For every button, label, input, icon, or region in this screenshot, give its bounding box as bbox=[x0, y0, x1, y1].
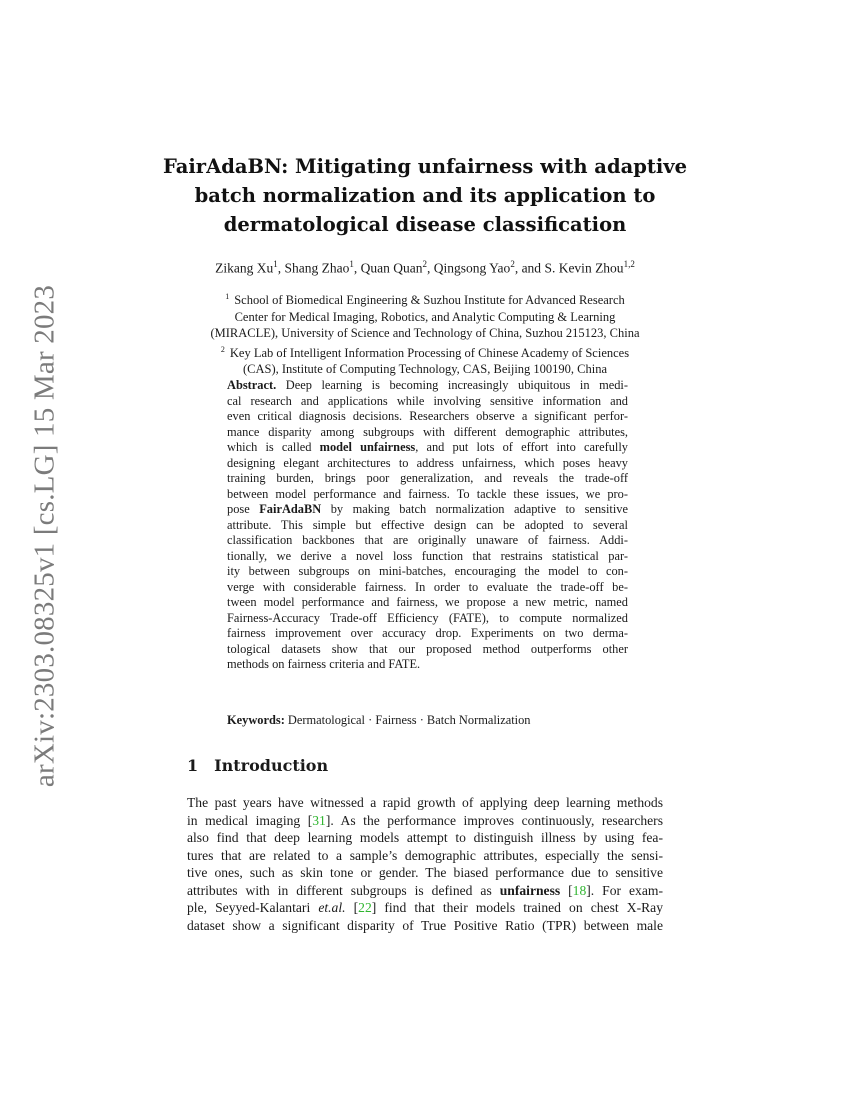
affiliation-line bbox=[150, 325, 700, 342]
abstract-line bbox=[227, 533, 628, 549]
paragraph-line bbox=[187, 882, 663, 900]
abstract-line bbox=[227, 502, 628, 518]
abstract-line bbox=[227, 378, 628, 394]
author-list: Zikang Xu$^1$, Shang Zhao$^1$, Quan Quan$^2$, Qingsong Yao$^2$, and S. Kevin Zhou$^{1,2}$ bbox=[215, 259, 635, 276]
abstract-line bbox=[227, 471, 628, 487]
abstract-line bbox=[227, 518, 628, 534]
text-run: tological datasets show that our proposed method outperforms other bbox=[227, 641, 628, 656]
abstract-line bbox=[227, 549, 628, 565]
text-run: classification backbones that are originally unaware of fairness. Addi- bbox=[227, 533, 628, 547]
text-run: ity between subgroups on mini-batches, encouraging the model to con- bbox=[227, 564, 628, 578]
section-number: 1 bbox=[187, 756, 199, 775]
text-run: fairness improvement over accuracy drop. Experiments on two derma- bbox=[227, 626, 628, 640]
abstract-line bbox=[227, 657, 628, 673]
citation-link[interactable]: 31 bbox=[312, 812, 326, 828]
author-affiliation-mark: 2 bbox=[422, 259, 428, 269]
text-run: tionally, we derive a novel loss function that restrains statistical par- bbox=[227, 548, 628, 563]
abstract-line bbox=[227, 440, 628, 456]
author-name: Zikang Xu bbox=[215, 260, 274, 276]
author-name: Shang Zhao bbox=[284, 260, 350, 276]
keywords-label: Keywords: bbox=[227, 713, 285, 727]
affiliation-line bbox=[150, 289, 700, 309]
title-line: FairAdaBN: Mitigating unfairness with adaptive bbox=[162, 155, 688, 178]
affiliation-text: Center for Medical Imaging, Robotics, and Analytic Computing & Learning bbox=[234, 309, 616, 324]
text-run: training burden, brings poor generalization, and reveals the trade-off bbox=[227, 471, 628, 485]
abstract-line bbox=[227, 595, 628, 611]
text-run: ple, Seyyed-Kalantari bbox=[187, 900, 319, 915]
text-run: in medical imaging [ bbox=[187, 812, 313, 828]
affiliation-text: Key Lab of Intelligent Information Processing of Chinese Academy of Sciences bbox=[229, 345, 630, 360]
bold-term: model unfairness bbox=[319, 440, 416, 454]
paragraph-line bbox=[187, 794, 663, 812]
italic-term: et.al. bbox=[318, 900, 346, 915]
paper-title bbox=[140, 152, 710, 239]
title-line: batch normalization and its application to bbox=[194, 184, 656, 207]
text-run: The past years have witnessed a rapid growth of applying deep learning methods bbox=[187, 795, 663, 810]
text-run: between model performance and fairness. To tackle these issues, we pro- bbox=[227, 486, 628, 501]
text-run: which is called bbox=[227, 440, 320, 454]
author-affiliation-mark: 2 bbox=[510, 259, 515, 269]
author-name: Quan Quan bbox=[360, 260, 423, 276]
arxiv-identifier: arXiv:2303.08325v1 [cs.LG] 15 Mar 2023 bbox=[28, 284, 61, 788]
abstract-line bbox=[227, 487, 628, 503]
text-run: tures that are related to a sample’s demographic attributes, especially the sensi- bbox=[187, 847, 663, 863]
title-line: dermatological disease classification bbox=[223, 213, 627, 236]
author-name: Qingsong Yao bbox=[433, 260, 511, 276]
paragraph-line bbox=[187, 899, 663, 917]
text-run: ]. As the performance improves continuously, researchers bbox=[325, 812, 663, 828]
paragraph-line bbox=[187, 829, 663, 847]
paragraph-line bbox=[187, 864, 663, 882]
text-run: designing elegant architectures to address unfairness, which poses heavy bbox=[227, 455, 628, 470]
abstract bbox=[227, 378, 628, 673]
text-run: by making batch normalization adaptive to sensitive bbox=[321, 502, 628, 516]
citation-link[interactable]: 22 bbox=[358, 900, 372, 915]
abstract-line bbox=[227, 425, 628, 441]
bold-term: unfairness bbox=[499, 882, 561, 898]
citation-link[interactable]: 18 bbox=[572, 882, 587, 898]
text-run: ]. For exam- bbox=[586, 882, 663, 898]
text-run: cal research and applications while involving sensitive information and bbox=[227, 393, 628, 408]
author-affiliation-mark: 1,2 bbox=[623, 259, 635, 269]
text-run: ] find that their models trained on chest X-Ray bbox=[371, 900, 663, 915]
text-run: Deep learning is becoming increasingly ubiquitous in medi- bbox=[276, 378, 628, 392]
author-affiliation-mark: 1 bbox=[349, 259, 354, 269]
abstract-line bbox=[227, 642, 628, 658]
affiliation-text: (MIRACLE), University of Science and Technology of China, Suzhou 215123, China bbox=[210, 326, 640, 341]
affiliation-line bbox=[150, 361, 700, 378]
text-run: [ bbox=[560, 882, 573, 898]
text-run: attribute. This simple but effective design can be adopted to several bbox=[227, 517, 628, 532]
paragraph-line bbox=[187, 917, 663, 935]
paragraph-line bbox=[187, 847, 663, 865]
abstract-line bbox=[227, 394, 628, 410]
text-run: mance disparity among subgroups with different demographic attributes, bbox=[227, 424, 628, 439]
text-run: tween model performance and fairness, we propose a new metric, named bbox=[227, 595, 628, 609]
text-run: [ bbox=[345, 900, 359, 915]
affiliation-line bbox=[150, 309, 700, 326]
affiliation-text: (CAS), Institute of Computing Technology, CAS, Beijing 100190, China bbox=[242, 362, 608, 377]
section-title: Introduction bbox=[214, 756, 329, 775]
keywords bbox=[227, 713, 628, 728]
bold-term: FairAdaBN bbox=[259, 502, 322, 516]
text-run: , and put lots of effort into carefully bbox=[415, 440, 628, 454]
text-run: tive ones, such as skin tone or gender. The biased performance due to sensitive bbox=[187, 865, 663, 880]
text-run: also find that deep learning models attempt to distinguish illness by using fea- bbox=[187, 830, 663, 845]
abstract-label: Abstract. bbox=[227, 378, 277, 392]
keywords-text: Dermatological · Fairness · Batch Normalization bbox=[284, 713, 531, 727]
affiliations bbox=[150, 289, 700, 378]
affiliation-text: School of Biomedical Engineering & Suzhou Institute for Advanced Research bbox=[234, 293, 625, 308]
author-affiliation-mark: 1 bbox=[273, 259, 278, 269]
abstract-line bbox=[227, 409, 628, 425]
introduction-body bbox=[187, 794, 663, 934]
text-run: dataset show a significant disparity of True Positive Ratio (TPR) between male bbox=[187, 917, 663, 933]
text-run: attributes with in different subgroups is defined as bbox=[187, 882, 500, 898]
affiliation-mark: 2 bbox=[220, 344, 225, 354]
paragraph-line bbox=[187, 812, 663, 830]
abstract-line bbox=[227, 611, 628, 627]
abstract-line bbox=[227, 626, 628, 642]
abstract-line bbox=[227, 456, 628, 472]
text-run: pose bbox=[227, 502, 260, 516]
abstract-line bbox=[227, 564, 628, 580]
text-run: verge with considerable fairness. In order to evaluate the trade-off be- bbox=[227, 579, 628, 594]
text-run: methods on fairness criteria and FATE. bbox=[227, 657, 421, 671]
affiliation-mark: 1 bbox=[225, 292, 230, 301]
affiliation-line bbox=[150, 342, 700, 362]
author-name: S. Kevin Zhou bbox=[544, 260, 624, 276]
section-heading-introduction bbox=[187, 756, 328, 775]
text-run: Fairness-Accuracy Trade-off Efficiency (FATE), to compute normalized bbox=[227, 610, 628, 625]
text-run: even critical diagnosis decisions. Researchers observe a significant perfor- bbox=[227, 409, 628, 423]
abstract-line bbox=[227, 580, 628, 596]
